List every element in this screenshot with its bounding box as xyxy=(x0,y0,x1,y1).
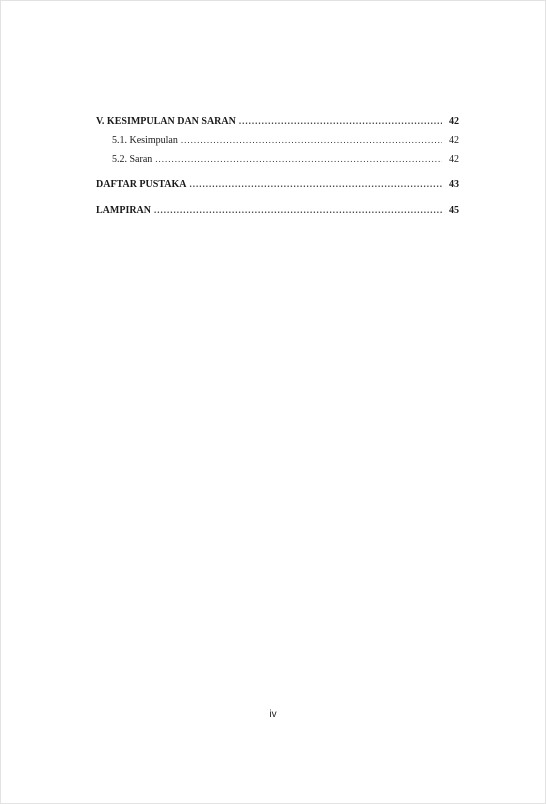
page-number: iv xyxy=(269,709,277,720)
toc-entry-saran xyxy=(112,153,459,166)
toc-dot-leader xyxy=(189,178,442,190)
toc-entry-label: 5.1. Kesimpulan xyxy=(112,135,178,146)
toc-entry-label: 5.2. Saran xyxy=(112,154,153,165)
toc-entry-daftar-pustaka xyxy=(96,178,459,191)
toc-entry-label: V. KESIMPULAN DAN SARAN xyxy=(96,116,236,127)
toc-entry-label: LAMPIRAN xyxy=(96,205,151,216)
toc-dot-leader xyxy=(181,134,442,146)
toc-entry-page: 45 xyxy=(449,205,459,216)
toc-dot-leader xyxy=(154,204,442,216)
toc-entry-page: 42 xyxy=(449,135,459,146)
toc-entry-page: 42 xyxy=(449,154,459,165)
toc-dot-leader xyxy=(155,153,442,165)
toc-entry-kesimpulan-dan-saran xyxy=(96,115,459,128)
toc-entry-kesimpulan xyxy=(112,134,459,147)
toc-dot-leader xyxy=(239,115,442,127)
toc-entry-label: DAFTAR PUSTAKA xyxy=(96,179,187,190)
toc-entry-page: 43 xyxy=(449,179,459,190)
toc-entry-page: 42 xyxy=(449,116,459,127)
toc-entry-lampiran xyxy=(96,204,459,217)
